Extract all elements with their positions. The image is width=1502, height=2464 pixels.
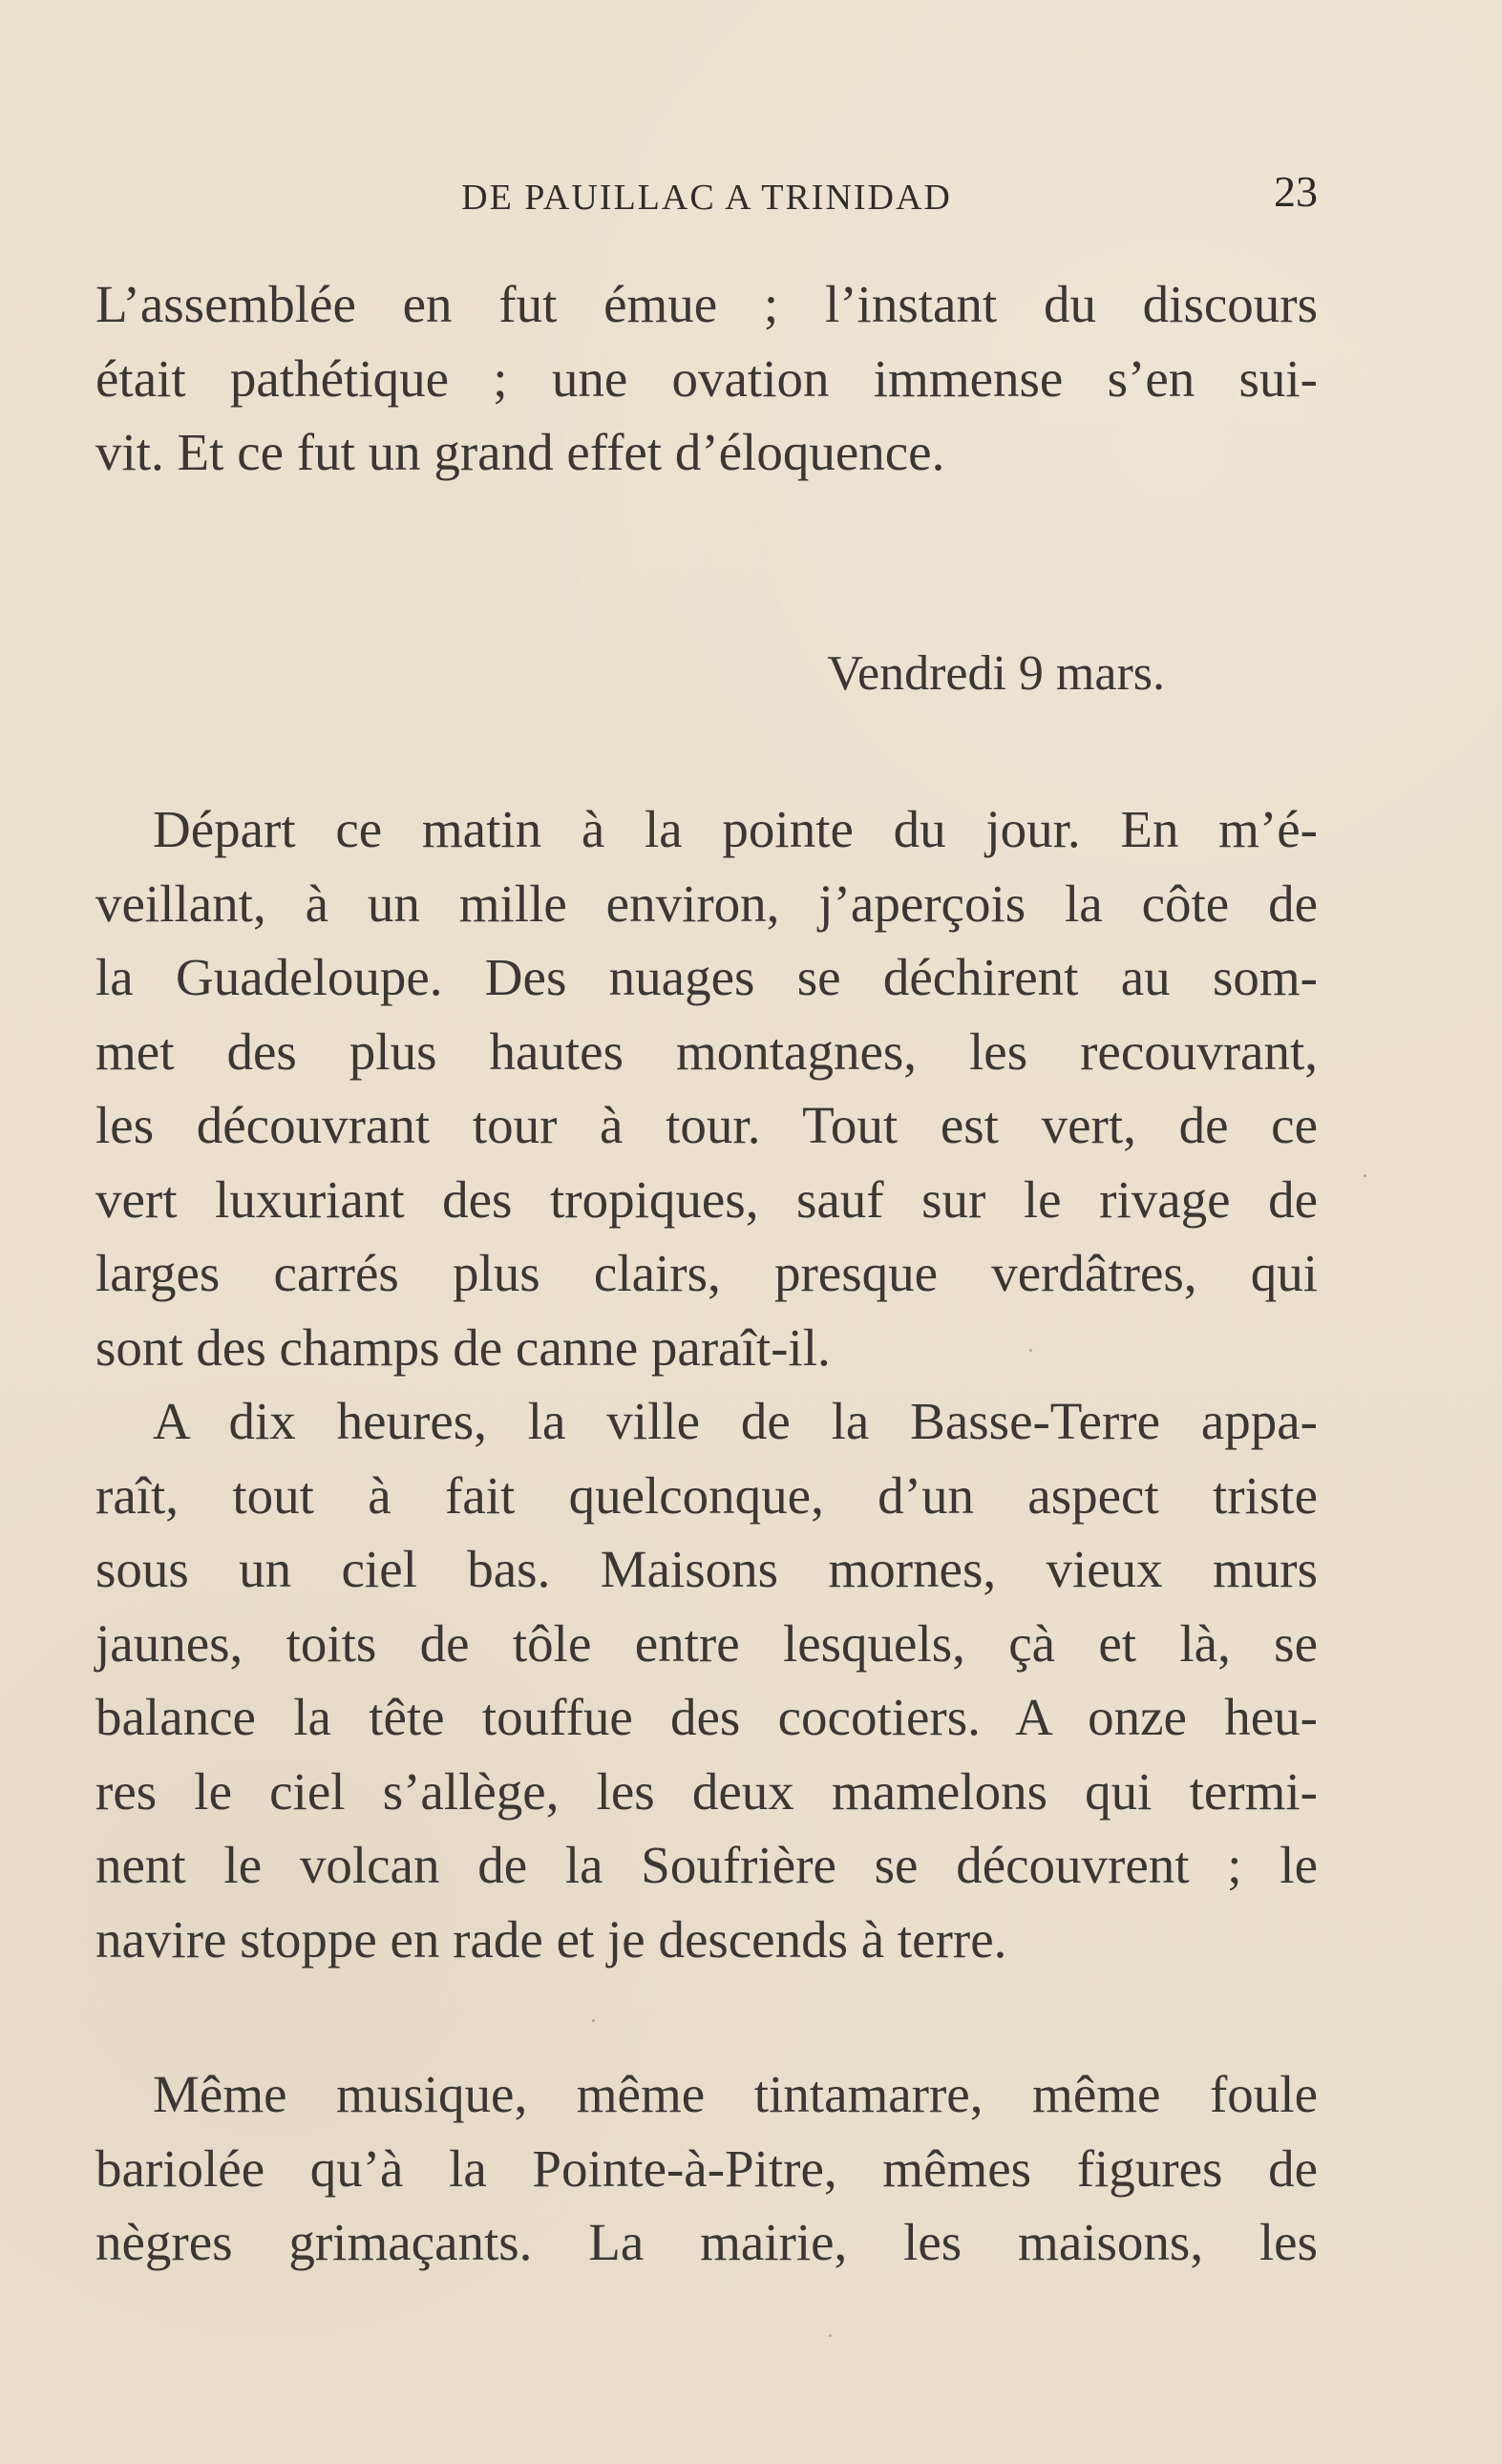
text-line: larges carrés plus clairs, presque verdâtres, qui bbox=[95, 1244, 1318, 1302]
text-line: veillant, à un mille environ, j’aperçois la côte de bbox=[95, 874, 1318, 933]
paragraph-3 bbox=[95, 1384, 1318, 1976]
paragraph-4 bbox=[95, 2057, 1318, 2280]
text-line: les découvrant tour à tour. Tout est vert, de ce bbox=[95, 1096, 1318, 1154]
text-line: jaunes, toits de tôle entre lesquels, çà et là, se bbox=[95, 1613, 1318, 1673]
paper-speck bbox=[1029, 1349, 1032, 1352]
text-line: navire stoppe en rade et je descends à terre. bbox=[95, 1909, 1007, 1969]
text-line: balance la tête touffue des cocotiers. A onze heu- bbox=[95, 1688, 1318, 1746]
text-line: bariolée qu’à la Pointe-à-Pitre, mêmes figures de bbox=[95, 2138, 1318, 2198]
text-line: sous un ciel bas. Maisons mornes, vieux murs bbox=[95, 1540, 1318, 1598]
diary-date: Vendredi 9 mars. bbox=[827, 646, 1165, 701]
paragraph-2 bbox=[95, 792, 1318, 1384]
text-line: vit. Et ce fut un grand effet d’éloquence. bbox=[95, 423, 945, 481]
text-line: était pathétique ; une ovation immense s’en sui- bbox=[95, 348, 1318, 408]
paper-speck bbox=[829, 2334, 832, 2337]
paper-speck bbox=[592, 2019, 595, 2022]
text-line: res le ciel s’allège, les deux mamelons qui termi- bbox=[95, 1761, 1318, 1821]
paper-speck bbox=[1364, 1174, 1366, 1177]
text-line: sont des champs de canne paraît-il. bbox=[95, 1317, 831, 1377]
text-line: nègres grimaçants. La mairie, les maisons, les bbox=[95, 2213, 1318, 2271]
text-line: Départ ce matin à la pointe du jour. En m’é- bbox=[153, 800, 1318, 858]
text-line: Même musique, même tintamarre, même foule bbox=[153, 2065, 1318, 2123]
paragraph-1 bbox=[95, 267, 1318, 490]
text-line: raît, tout à fait quelconque, d’un aspect triste bbox=[95, 1465, 1318, 1525]
text-line: A dix heures, la ville de la Basse-Terre appa- bbox=[153, 1392, 1318, 1450]
text-line: la Guadeloupe. Des nuages se déchirent au som- bbox=[95, 948, 1318, 1006]
page-number: 23 bbox=[1274, 167, 1318, 216]
page-header bbox=[95, 167, 1318, 237]
text-line: nent le volcan de la Soufrière se découvrent ; le bbox=[95, 1836, 1318, 1894]
text-line: vert luxuriant des tropiques, sauf sur le rivage de bbox=[95, 1169, 1318, 1229]
text-line: L’assemblée en fut émue ; l’instant du discours bbox=[95, 275, 1318, 333]
running-title: DE PAUILLAC A TRINIDAD bbox=[461, 178, 952, 218]
text-line: met des plus hautes montagnes, les recouvrant, bbox=[95, 1021, 1318, 1081]
